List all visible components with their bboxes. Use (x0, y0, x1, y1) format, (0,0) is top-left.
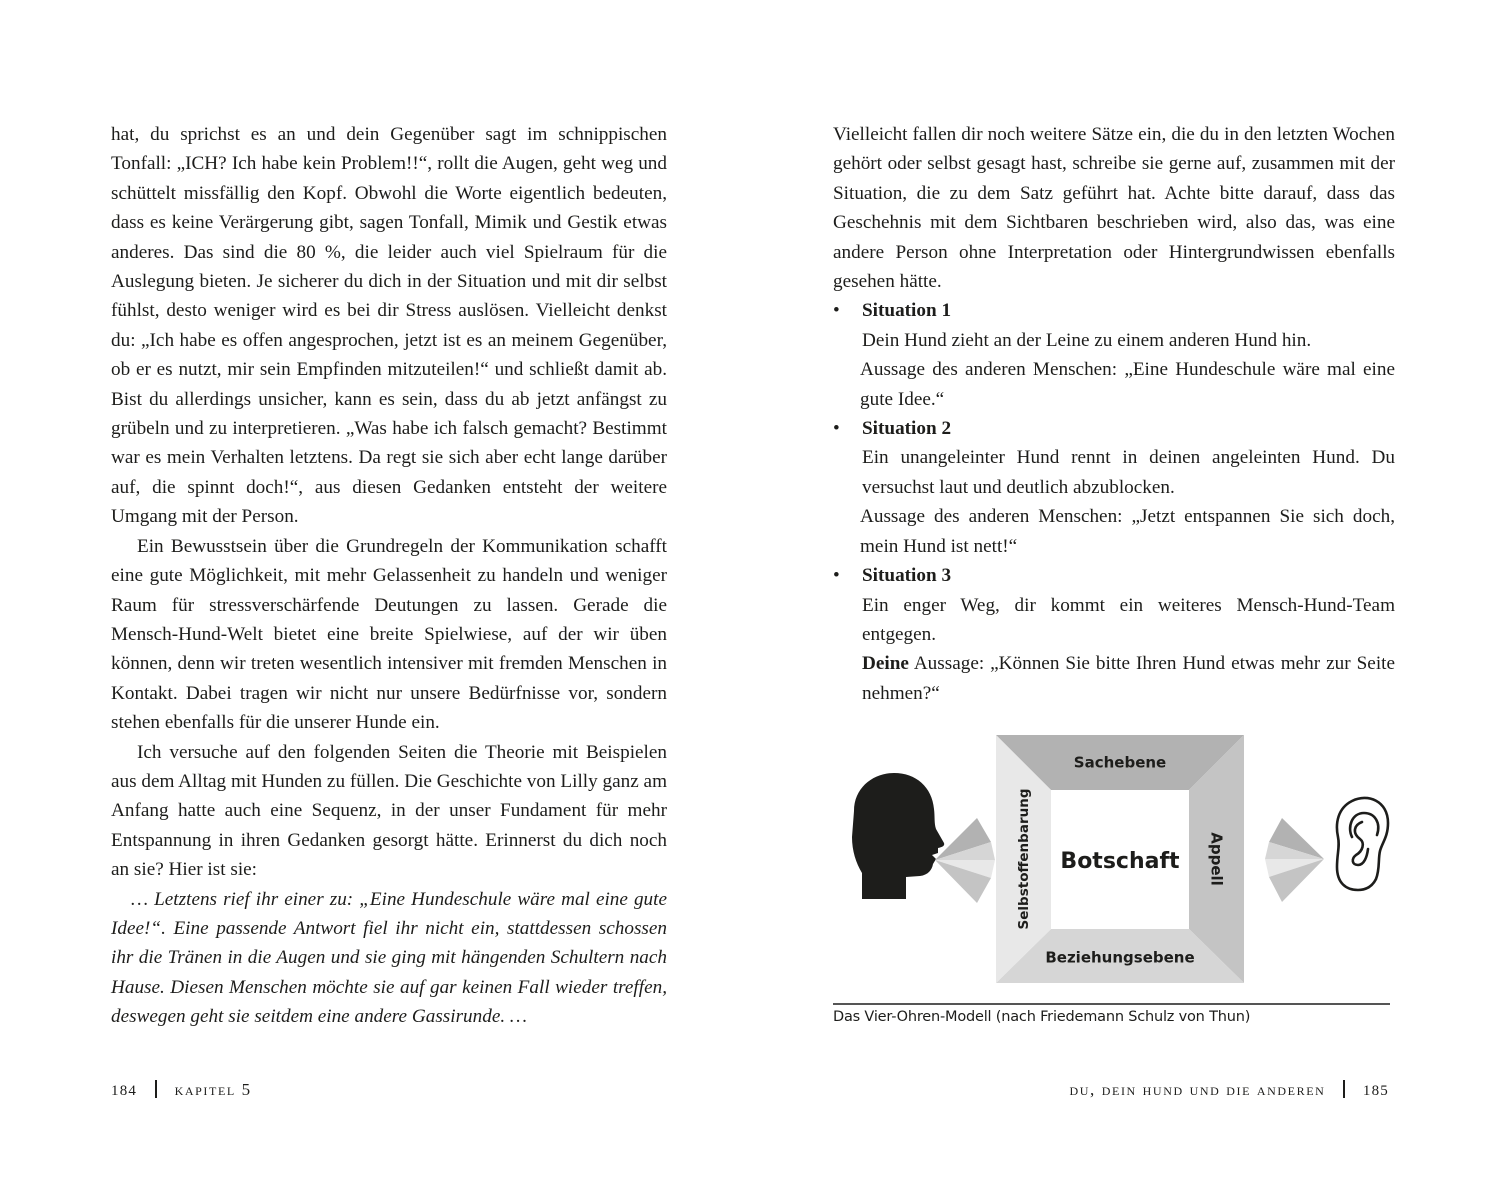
speech-fan-left-icon (935, 818, 995, 903)
paragraph: hat, du sprichst es an und dein Gegenüber sagt im schnippischen Tonfall: „ICH? Ich habe kein Problem!!“, rollt die Augen, geht weg und schüttelt missfällig den Kopf. Obwohl die Worte eigentlich bedeuten, dass es keine Verärgerung gibt, sagen Tonfall, Mimik und Gestik etwas anderes. Das sind die 80 %, die leider auch viel Spielraum für die Auslegung bieten. Je sicherer du dich in der Situation und mit dir selbst fühlst, desto weniger wird es bei dir Stress auslösen. Vielleicht denkst du: „Ich habe es offen angesprochen, jetzt ist es an meinem Gegenüber, ob er es nutzt, mir sein Empfinden mitzuteilen!“ und schließt damit ab. Bist du allerdings unsicher, kann es sein, dass du ab jetzt anfängst zu grübeln und zu interpretieren. „Was habe ich falsch gemacht? Bestimmt war es mein Verhalten letztens. Da regt sie sich aber echt lange darüber auf, die spinnt doch!“, aus diesen Gedanken entsteht der weitere Umgang mit der Person. (111, 124, 667, 528)
page-footer-left (111, 1080, 252, 1100)
right-page (750, 0, 1500, 1195)
situation-statement (862, 649, 1395, 708)
running-head: du, dein hund und die anderen (1069, 1080, 1326, 1099)
right-body-text (833, 120, 1395, 708)
bottom-label: Beziehungsebene (1045, 948, 1195, 967)
center-label: Botschaft (1060, 849, 1180, 874)
situation-title: Situation 1 (862, 300, 952, 322)
situation-statement: Aussage des anderen Menschen: „Jetzt entspannen Sie sich doch, mein Hund ist nett!“ (860, 506, 1395, 557)
paragraph: Ich versuche auf den folgenden Seiten die Theorie mit Beispielen aus dem Alltag mit Hunden zu füllen. Die Geschichte von Lilly ganz am Anfang hatte auch eine Sequenz, in der unser Fundament für mehr Entspannung in ihren Gedanken gesorgt hätte. Erinnerst du dich noch an sie? Hier ist sie: (111, 741, 667, 881)
page-number: 184 (111, 1083, 138, 1099)
top-label: Sachebene (1073, 753, 1167, 772)
list-item-situation-3 (833, 561, 1395, 708)
list-item-situation-2 (833, 414, 1395, 561)
listening-fan-right-icon (1265, 818, 1324, 902)
situation-title: Situation 2 (862, 418, 952, 440)
statement-label: Deine (862, 653, 909, 675)
right-label: Appell (1207, 832, 1226, 886)
list-item-situation-1 (833, 296, 1395, 414)
bullet-icon: • (833, 565, 840, 587)
situation-description: Ein enger Weg, dir kommt ein weiteres Mensch-Hund-Team entgegen. (862, 594, 1395, 645)
page-number: 185 (1362, 1083, 1389, 1099)
footer-divider (1343, 1080, 1345, 1098)
footer-divider (155, 1080, 157, 1098)
situation-title: Situation 3 (862, 565, 952, 587)
page-footer-right (1070, 1080, 1389, 1100)
bullet-icon: • (833, 300, 840, 322)
running-head: kapitel 5 (174, 1080, 252, 1099)
situation-statement: Aussage des anderen Menschen: „Eine Hundeschule wäre mal eine gute Idee.“ (860, 359, 1395, 410)
situation-description: Ein unangeleinter Hund rennt in deinen angeleinten Hund. Du versuchst laut und deutlich abzublocken. (862, 447, 1395, 498)
statement-text: Aussage: „Können Sie bitte Ihren Hund etwas mehr zur Seite nehmen?“ (862, 653, 1395, 704)
bullet-icon: • (833, 418, 840, 440)
ear-icon (1337, 798, 1388, 890)
paragraph: Ein Bewusstsein über die Grundregeln der Kommunikation schafft eine gute Möglichkeit, mit mehr Gelassenheit zu handeln und weniger Raum für stressverschärfende Deutungen zu lassen. Gerade die Mensch-Hund-Welt bietet eine breite Spielwiese, auf der wir üben können, denn wir treten wesentlich intensiver mit fremden Menschen in Kontakt. Dabei tragen wir nicht nur unsere Bedürfnisse vor, sondern stehen ebenfalls für die unserer Hunde ein. (111, 535, 667, 734)
situation-description: Dein Hund zieht an der Leine zu einem anderen Hund hin. (862, 329, 1312, 351)
left-body-text (111, 120, 667, 1032)
story-quote: … Letztens rief ihr einer zu: „Eine Hundeschule wäre mal eine gute Idee!“. Eine passende Antwort fiel ihr nicht ein, stattdessen schossen ihr die Tränen in die Augen und sie ging mit hängenden Schultern nach Hause. Diesen Menschen möchte sie auf gar keinen Fall wieder treffen, deswegen geht sie seitdem eine andere Gassirunde. … (111, 888, 667, 1028)
caption-divider (833, 1003, 1390, 1005)
situation-list (833, 296, 1395, 708)
figure-caption: Das Vier-Ohren-Modell (nach Friedemann Schulz von Thun) (833, 1009, 1251, 1025)
left-label: Selbstoffenbarung (1016, 788, 1032, 930)
four-ears-model-diagram (832, 725, 1392, 995)
speaking-head-icon (852, 773, 944, 899)
intro-paragraph: Vielleicht fallen dir noch weitere Sätze ein, die du in den letzten Wochen gehört oder selbst gesagt hast, schreibe sie gerne auf, zusammen mit der Situation, die zu dem Satz geführt hat. Achte bitte darauf, dass das Geschehnis mit dem Sichtbaren beschrieben wird, also das, was eine andere Person ohne Interpretation oder Hintergrundwissen ebenfalls gesehen hätte. (833, 124, 1395, 293)
